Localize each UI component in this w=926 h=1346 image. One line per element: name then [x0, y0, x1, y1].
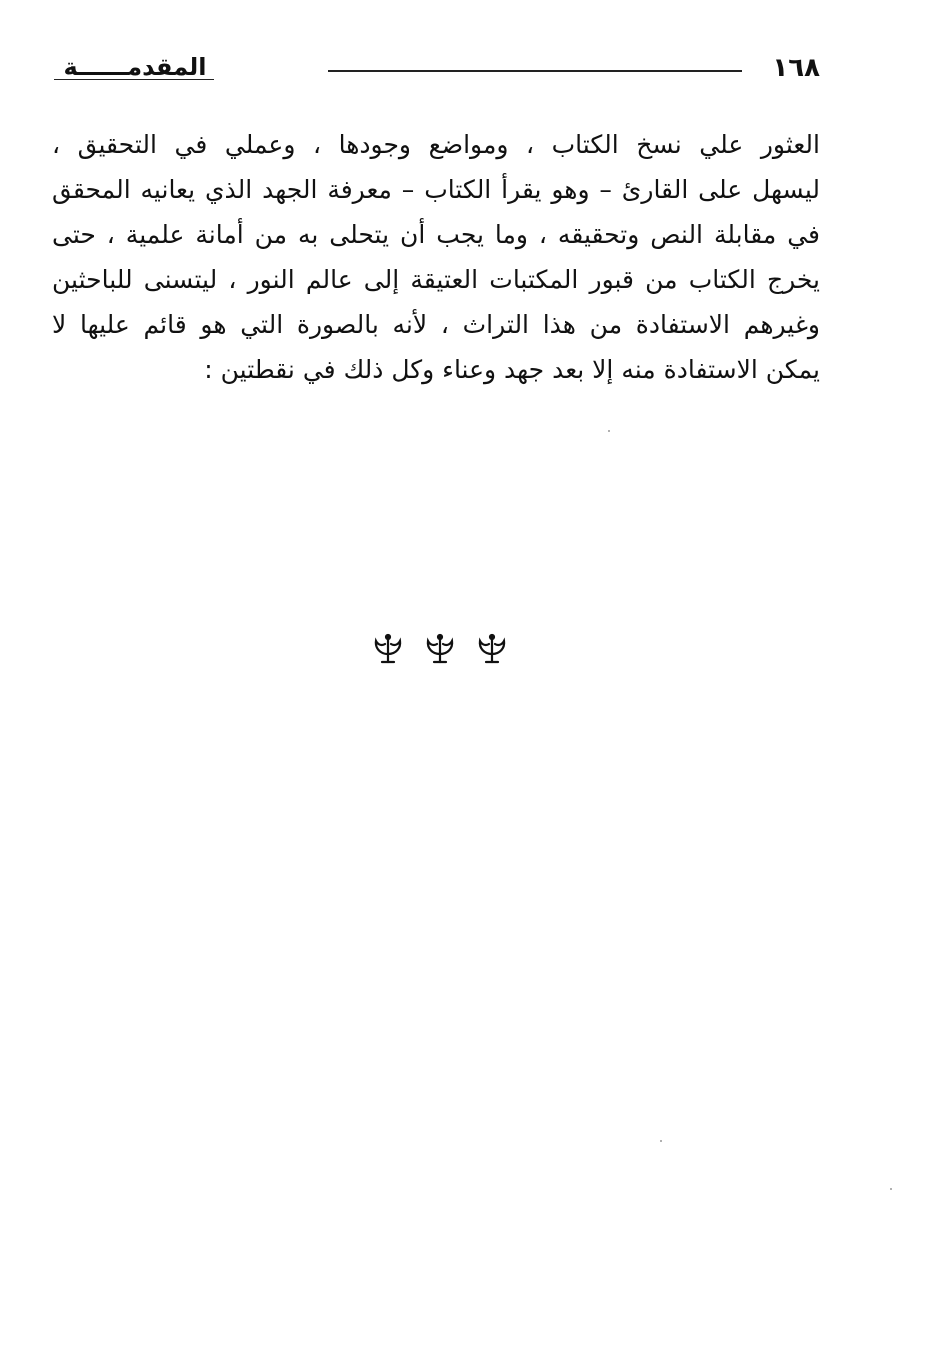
scan-speck: [660, 1140, 662, 1142]
body-line: ليسهل على القارئ – وهو يقرأ الكتاب – معرفة الجهد الذي يعانيه المحقق: [52, 175, 820, 204]
header-rule: [328, 70, 742, 72]
body-line: يخرج الكتاب من قبور المكتبات العتيقة إلى عالم النور ، ليتسنى للباحثين: [52, 265, 820, 294]
body-paragraph: [52, 122, 820, 392]
body-line: العثور علي نسخ الكتاب ، ومواضع وجودها ، وعملي في التحقيق ،: [52, 130, 820, 159]
scan-speck: [608, 430, 610, 432]
floral-ornament-icon: [474, 632, 510, 668]
page-header: [50, 50, 820, 90]
floral-ornament-icon: [370, 632, 406, 668]
scan-speck: [890, 1188, 892, 1190]
floral-ornament-icon: [422, 632, 458, 668]
page-number: ١٦٨: [772, 53, 820, 83]
section-title: [50, 50, 220, 84]
section-title-underline: [54, 79, 214, 80]
body-line: وغيرهم الاستفادة من هذا التراث ، لأنه بالصورة التي هو قائم عليها لا: [52, 310, 820, 339]
section-title-text: المقدمــــــة: [63, 53, 207, 81]
body-line: في مقابلة النص وتحقيقه ، وما يجب أن يتحلى به من أمانة علمية ، حتى: [52, 220, 820, 249]
body-line: يمكن الاستفادة منه إلا بعد جهد وعناء وكل ذلك في نقطتين :: [204, 355, 820, 384]
triple-floral-ornament-icon: [370, 632, 510, 672]
